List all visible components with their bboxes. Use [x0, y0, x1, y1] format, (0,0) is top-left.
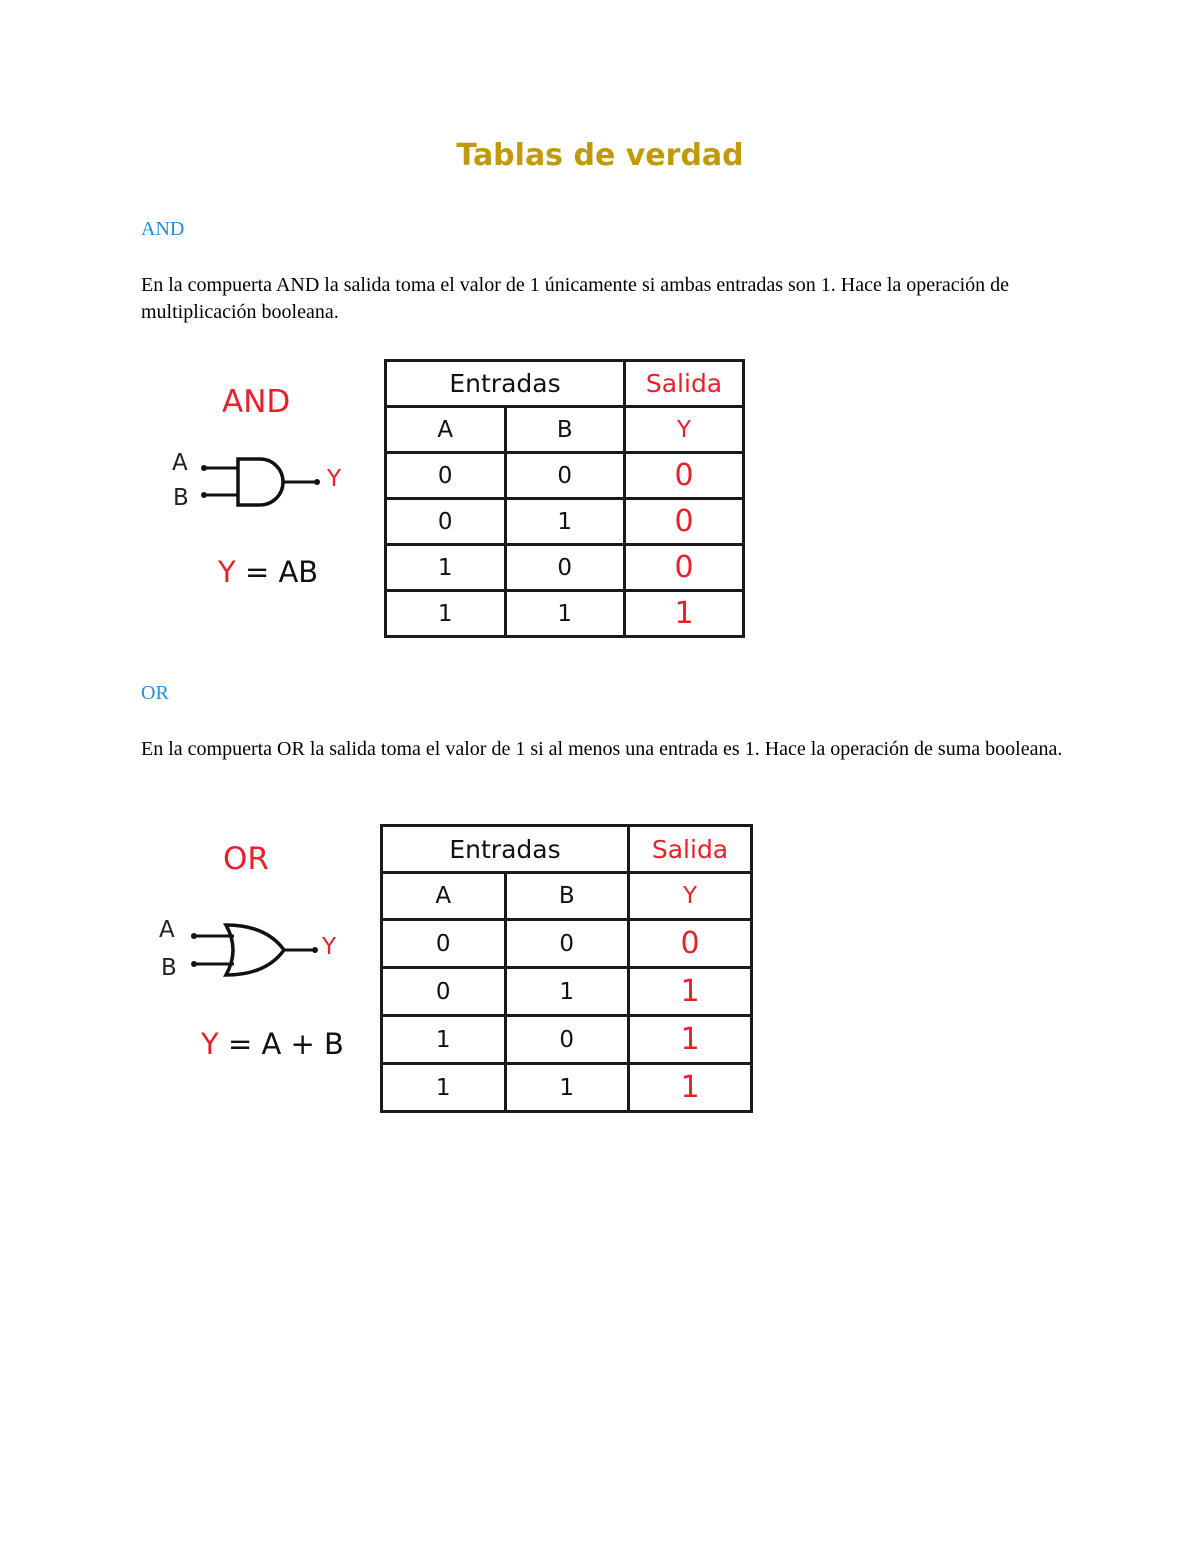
table-row: [386, 545, 744, 591]
page-title: Tablas de verdad: [456, 138, 744, 173]
or-cell-a: 0: [382, 920, 506, 968]
and-col-y: Y: [625, 407, 744, 453]
and-cell-y: 0: [625, 499, 744, 545]
and-col-b: B: [505, 407, 625, 453]
or-input-a-label: A: [159, 917, 175, 943]
and-cell-a: 0: [386, 499, 506, 545]
table-row: [386, 499, 744, 545]
or-gate-icon: [188, 922, 320, 978]
or-cell-y: 1: [629, 1016, 752, 1064]
or-cell-b: 0: [505, 920, 629, 968]
and-section-heading: AND: [141, 218, 185, 240]
or-col-a: A: [382, 873, 506, 920]
or-col-y: Y: [629, 873, 752, 920]
and-formula: [218, 555, 318, 589]
and-cell-b: 1: [505, 499, 625, 545]
and-cell-y: 1: [625, 591, 744, 637]
or-gate-label: OR: [223, 841, 269, 877]
or-cell-b: 1: [505, 1064, 629, 1112]
and-truth-table: [384, 359, 745, 638]
and-cell-b: 0: [505, 545, 625, 591]
or-cell-y: 1: [629, 1064, 752, 1112]
and-formula-rhs: = AB: [244, 555, 319, 589]
and-cell-y: 0: [625, 453, 744, 499]
table-row: [382, 920, 752, 968]
and-output-label: Y: [327, 466, 342, 492]
and-col-a: A: [386, 407, 506, 453]
or-col-b: B: [505, 873, 629, 920]
and-output-header: Salida: [625, 361, 744, 407]
and-cell-b: 0: [505, 453, 625, 499]
table-row: [386, 453, 744, 499]
or-output-header: Salida: [629, 826, 752, 873]
or-cell-a: 1: [382, 1016, 506, 1064]
and-cell-a: 1: [386, 591, 506, 637]
or-section-heading: OR: [141, 682, 169, 704]
table-row: [386, 591, 744, 637]
and-cell-a: 1: [386, 545, 506, 591]
or-input-b-label: B: [161, 955, 177, 981]
or-cell-a: 0: [382, 968, 506, 1016]
and-inputs-header: Entradas: [386, 361, 625, 407]
and-cell-y: 0: [625, 545, 744, 591]
or-formula: [201, 1027, 344, 1061]
and-cell-b: 1: [505, 591, 625, 637]
and-gate-icon: [198, 456, 324, 508]
and-gate-label: AND: [222, 384, 291, 420]
or-cell-a: 1: [382, 1064, 506, 1112]
or-cell-b: 0: [505, 1016, 629, 1064]
and-description: En la compuerta AND la salida toma el valor de 1 únicamente si ambas entradas son 1. Hace la operación de multiplicación booleana.: [141, 274, 1010, 323]
and-input-a-label: A: [172, 450, 188, 476]
or-formula-rhs: = A + B: [227, 1027, 344, 1061]
table-row: [382, 1064, 752, 1112]
or-output-label: Y: [322, 934, 337, 960]
or-truth-table: [380, 824, 753, 1113]
or-inputs-header: Entradas: [382, 826, 629, 873]
or-cell-y: 0: [629, 920, 752, 968]
or-formula-lhs: Y: [201, 1027, 219, 1061]
or-description: En la compuerta OR la salida toma el valor de 1 si al menos una entrada es 1. Hace la operación de suma booleana.: [141, 738, 1063, 760]
and-input-b-label: B: [173, 485, 189, 511]
table-row: [382, 1016, 752, 1064]
table-row: [382, 968, 752, 1016]
and-formula-lhs: Y: [218, 555, 236, 589]
and-cell-a: 0: [386, 453, 506, 499]
or-cell-y: 1: [629, 968, 752, 1016]
or-cell-b: 1: [505, 968, 629, 1016]
